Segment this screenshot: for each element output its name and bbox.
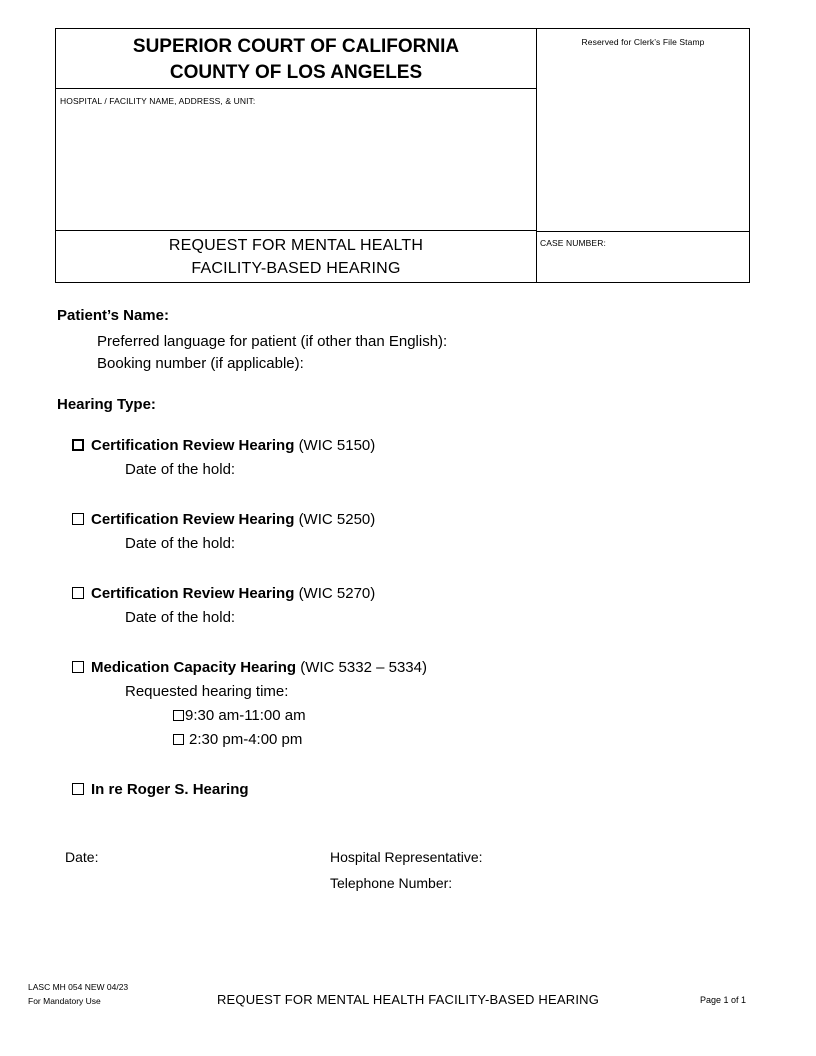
case-number-cell[interactable]	[537, 232, 749, 282]
preferred-language-label: Preferred language for patient (if other than English):	[97, 333, 448, 350]
checkbox-medication-capacity[interactable]	[72, 661, 84, 673]
option-detail: Date of the hold:	[125, 535, 236, 552]
clerk-stamp-cell	[537, 29, 749, 232]
option-detail: Date of the hold:	[125, 609, 236, 626]
option-code: (WIC 5150)	[298, 437, 376, 454]
footer-mandatory-use: For Mandatory Use	[28, 996, 101, 1006]
option-title-row	[57, 508, 697, 532]
court-title	[56, 29, 536, 89]
form-title-line1: REQUEST FOR MENTAL HEALTH	[168, 237, 424, 254]
option-code: (WIC 5332 – 5334)	[300, 659, 427, 676]
option-title-row	[57, 656, 697, 680]
time-option-afternoon-row	[57, 728, 697, 752]
option-code: (WIC 5270)	[298, 585, 376, 602]
form-title	[56, 231, 536, 282]
checkbox-wic5150[interactable]	[72, 439, 84, 451]
court-title-line2: COUNTY OF LOS ANGELES	[169, 62, 423, 83]
option-code: (WIC 5250)	[298, 511, 376, 528]
hospital-representative-label: Hospital Representative:	[330, 849, 483, 865]
time-option-afternoon-label: 2:30 pm-4:00 pm	[189, 731, 303, 748]
option-title: In re Roger S. Hearing	[91, 781, 249, 798]
court-title-line1: SUPERIOR COURT OF CALIFORNIA	[132, 36, 460, 57]
option-title-row	[57, 582, 697, 606]
hearing-option-wic5270	[57, 582, 697, 630]
facility-name-cell[interactable]	[56, 89, 536, 231]
footer-page-number: Page 1 of 1	[700, 995, 747, 1005]
facility-name-label: HOSPITAL / FACILITY NAME, ADDRESS, & UNIT:	[60, 96, 256, 106]
patient-section	[57, 307, 447, 375]
patient-name-label: Patient’s Name:	[57, 307, 169, 324]
checkbox-in-re-roger-s[interactable]	[72, 783, 84, 795]
option-detail: Date of the hold:	[125, 461, 236, 478]
date-label: Date:	[65, 849, 99, 865]
checkbox-time-afternoon[interactable]	[173, 734, 184, 745]
checkbox-time-morning[interactable]	[173, 710, 184, 721]
hearing-option-in-re-roger-s	[57, 778, 697, 802]
hearing-type-label: Hearing Type:	[57, 396, 156, 413]
case-number-label: CASE NUMBER:	[540, 238, 606, 248]
form-title-line2: FACILITY-BASED HEARING	[191, 260, 401, 277]
hearing-options-list	[57, 434, 697, 828]
hearing-option-wic5250	[57, 508, 697, 556]
hearing-option-medication-capacity	[57, 656, 697, 752]
booking-number-label: Booking number (if applicable):	[97, 355, 304, 372]
hearing-option-wic5150	[57, 434, 697, 482]
option-title-row	[57, 434, 697, 458]
option-title: Certification Review Hearing	[91, 437, 295, 454]
time-option-morning-row	[57, 704, 697, 728]
clerk-stamp-label: Reserved for Clerk’s File Stamp	[581, 37, 705, 47]
checkbox-wic5250[interactable]	[72, 513, 84, 525]
time-option-morning-label: 9:30 am-11:00 am	[185, 707, 306, 724]
footer-form-title: REQUEST FOR MENTAL HEALTH FACILITY-BASED HEARING	[216, 992, 600, 1007]
option-detail: Requested hearing time:	[125, 683, 289, 700]
footer-form-number: LASC MH 054 NEW 04/23	[28, 982, 129, 992]
header-right-column	[536, 29, 749, 282]
option-title: Certification Review Hearing	[91, 511, 295, 528]
checkbox-wic5270[interactable]	[72, 587, 84, 599]
option-title: Medication Capacity Hearing	[91, 659, 297, 676]
option-title: Certification Review Hearing	[91, 585, 295, 602]
option-title-row	[57, 778, 697, 802]
header-left-column	[56, 29, 536, 282]
form-header	[55, 28, 750, 283]
telephone-number-label: Telephone Number:	[330, 875, 453, 891]
